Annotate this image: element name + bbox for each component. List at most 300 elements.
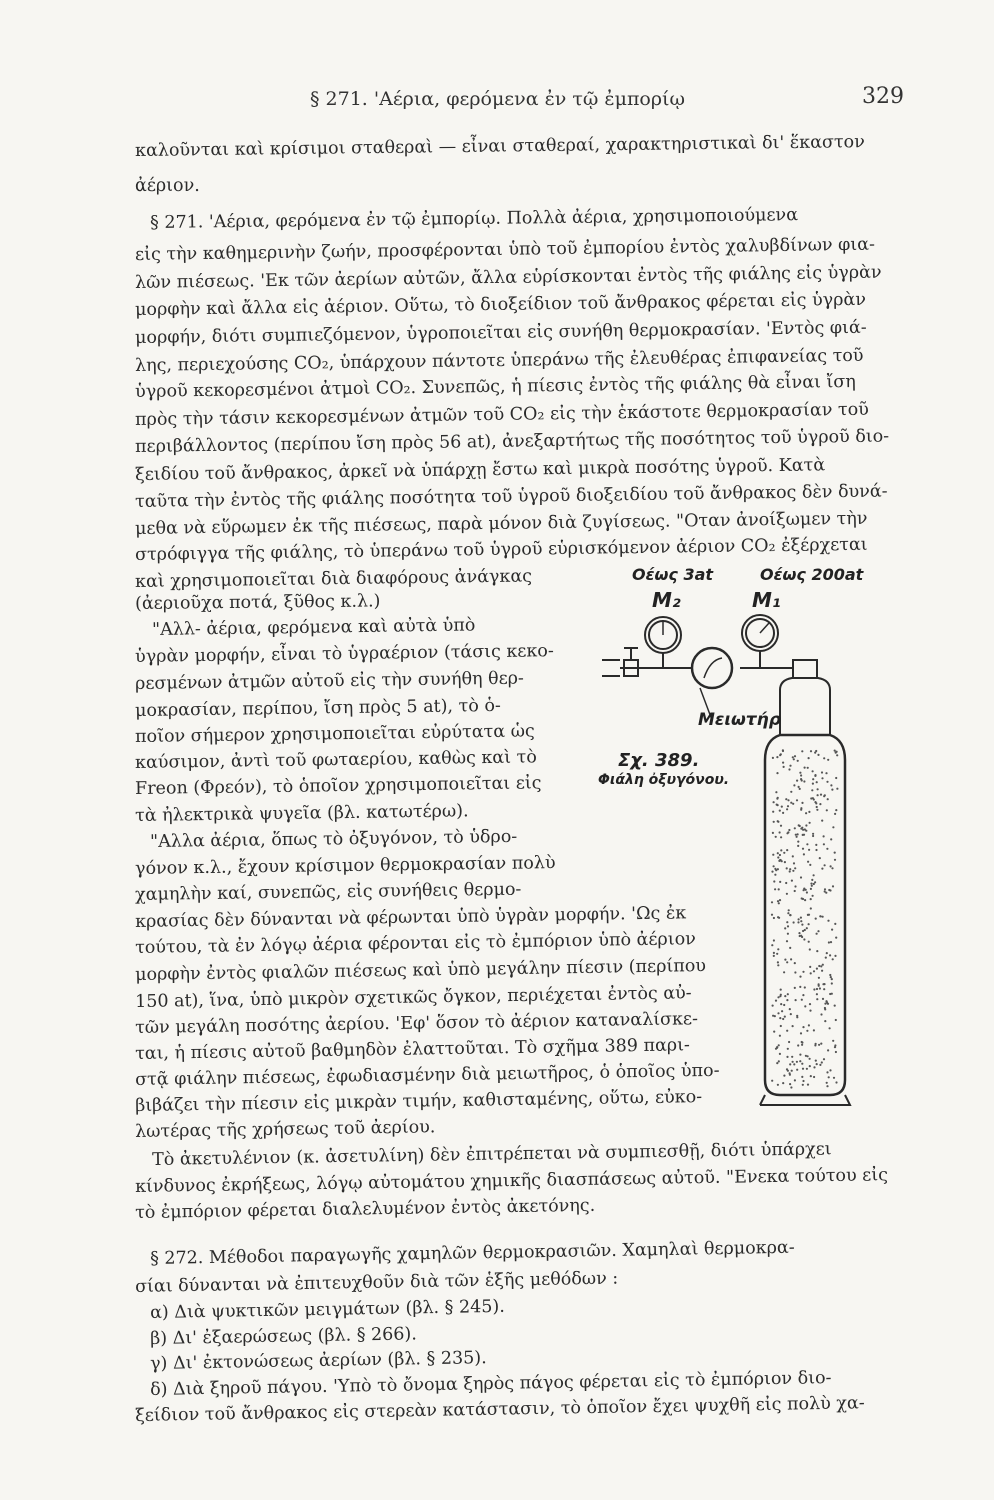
stipple-dot bbox=[789, 868, 791, 870]
stipple-dot bbox=[800, 774, 802, 776]
stipple-dot bbox=[809, 1058, 811, 1060]
stipple-dot bbox=[807, 861, 809, 863]
stipple-dot bbox=[793, 1063, 795, 1065]
stipple-dot bbox=[827, 759, 829, 761]
stipple-dot bbox=[824, 1008, 826, 1010]
stipple-dot bbox=[789, 1083, 791, 1085]
text-line: μορφὴν ἐντὸς φιαλῶν πιέσεως καὶ ὑπὸ μεγάλην πίεσιν (περίπου bbox=[134, 956, 707, 985]
stipple-dot bbox=[808, 1024, 810, 1026]
stipple-dot bbox=[773, 865, 775, 867]
text-line: Freon (Φρεόν), τὸ ὁποῖον χρησιμοποιεῖται εἰς bbox=[134, 773, 542, 799]
text-line: τῶν μεγάλη ποσότης ἀερίου. 'Εφ' ὅσον τὸ ἀέριον καταναλίσκε- bbox=[134, 1009, 699, 1038]
text-line: § 272. Μέθοδοι παραγωγῆς χαμηλῶν θερμοκρασιῶν. Χαμηλαὶ θερμοκρα- bbox=[149, 1237, 795, 1269]
stipple-dot bbox=[789, 947, 791, 949]
stipple-dot bbox=[832, 826, 834, 828]
stipple-dot bbox=[833, 1077, 835, 1079]
stipple-dot bbox=[792, 803, 794, 805]
stipple-dot bbox=[780, 849, 782, 851]
stipple-dot bbox=[812, 770, 814, 772]
stipple-dot bbox=[787, 799, 789, 801]
stipple-dot bbox=[803, 853, 805, 855]
stipple-dot bbox=[793, 921, 795, 923]
stipple-dot bbox=[780, 836, 782, 838]
stipple-dot bbox=[836, 754, 838, 756]
text-line: μοκρασίαν, περίπου, ἴση πρὸς 5 at), τὸ ὁ- bbox=[134, 695, 501, 721]
stipple-dot bbox=[808, 811, 810, 813]
stipple-dot bbox=[799, 986, 801, 988]
stipple-dot bbox=[773, 801, 775, 803]
stipple-dot bbox=[829, 1027, 831, 1029]
stipple-dot bbox=[779, 1053, 781, 1055]
stipple-dot bbox=[788, 829, 790, 831]
stipple-dot bbox=[779, 810, 781, 812]
stipple-dot bbox=[801, 1076, 803, 1078]
text-line: καύσιμον, ἀντὶ τοῦ φωταερίου, καθὼς καὶ τὸ bbox=[134, 747, 537, 773]
stipple-dot bbox=[826, 1071, 828, 1073]
stipple-dot bbox=[794, 1079, 796, 1081]
stipple-dot bbox=[796, 780, 798, 782]
stipple-dot bbox=[823, 983, 825, 985]
text-line: α) Διὰ ψυκτικῶν μειγμάτων (βλ. § 245). bbox=[149, 1296, 505, 1323]
label-low-pressure: Οέως 3at bbox=[632, 565, 714, 584]
stipple-dot bbox=[800, 1032, 802, 1034]
stipple-dot bbox=[771, 1080, 773, 1082]
stipple-dot bbox=[790, 791, 792, 793]
stipple-dot bbox=[784, 995, 786, 997]
stipple-dot bbox=[783, 971, 785, 973]
text-line: (ἀεριοῦχα ποτά, ξῦθος κ.λ.) bbox=[134, 591, 381, 614]
stipple-dot bbox=[796, 1069, 798, 1071]
stipple-dot bbox=[803, 938, 805, 940]
stipple-dot bbox=[797, 921, 799, 923]
stipple-dot bbox=[790, 1013, 792, 1015]
stipple-dot bbox=[785, 882, 787, 884]
stipple-dot bbox=[789, 914, 791, 916]
stipple-dot bbox=[809, 948, 811, 950]
stipple-dot bbox=[835, 809, 837, 811]
text-line: ται, ἡ πίεσις αὐτοῦ βαθμηδὸν ἐλαττοῦται. Τὸ σχῆμα 389 παρι- bbox=[134, 1035, 691, 1064]
stipple-dot bbox=[835, 1081, 837, 1083]
stipple-dot bbox=[790, 958, 792, 960]
stipple-dot bbox=[789, 1008, 791, 1010]
stipple-dot bbox=[832, 958, 834, 960]
stipple-dot bbox=[826, 1001, 828, 1003]
stipple-dot bbox=[786, 999, 788, 1001]
stipple-dot bbox=[786, 921, 788, 923]
stipple-dot bbox=[813, 1029, 815, 1031]
reducer-label: Μειωτήρ bbox=[698, 710, 781, 730]
stipple-dot bbox=[779, 754, 781, 756]
stipple-dot bbox=[807, 767, 809, 769]
stipple-dot bbox=[790, 1086, 792, 1088]
stipple-dot bbox=[799, 976, 801, 978]
stipple-dot bbox=[815, 750, 817, 752]
stipple-dot bbox=[776, 756, 778, 758]
stipple-dot bbox=[829, 954, 831, 956]
stipple-dot bbox=[825, 892, 827, 894]
stipple-dot bbox=[831, 867, 833, 869]
stipple-dot bbox=[820, 1043, 822, 1045]
text-line: Τὸ ἀκετυλένιον (κ. ἀσετυλίνη) δὲν ἐπιτρέπεται νὰ συμπιεσθῇ, διότι ὑπάρχει bbox=[151, 1139, 832, 1170]
stipple-dot bbox=[796, 836, 798, 838]
text-line: γ) Δι' ἐκτονώσεως ἀερίων (βλ. § 235). bbox=[149, 1348, 487, 1374]
stipple-dot bbox=[821, 970, 823, 972]
stipple-dot bbox=[801, 802, 803, 804]
stipple-dot bbox=[809, 966, 811, 968]
stipple-dot bbox=[835, 937, 837, 939]
text-line: ρεσμένων ἀτμῶν αὐτοῦ εἰς τὴν συνήθη θερ- bbox=[134, 668, 525, 694]
text-line: ξείδιον τοῦ ἄνθρακος εἰς στερεὰν κατάστασιν, τὸ ὁποῖον ἔχει ψυχθῆ εἰς πολὺ χα- bbox=[134, 1393, 865, 1426]
stipple-dot bbox=[794, 867, 796, 869]
stipple-dot bbox=[776, 1062, 778, 1064]
stipple-dot bbox=[786, 1056, 788, 1058]
stipple-dot bbox=[802, 898, 804, 900]
stipple-dot bbox=[775, 1048, 777, 1050]
stipple-dot bbox=[778, 902, 780, 904]
stipple-dot bbox=[773, 1031, 775, 1033]
stipple-dot bbox=[816, 809, 818, 811]
stipple-dot bbox=[783, 766, 785, 768]
stipple-dot bbox=[803, 780, 805, 782]
stipple-dot bbox=[809, 864, 811, 866]
stipple-dot bbox=[784, 861, 786, 863]
stipple-dot bbox=[795, 834, 797, 836]
stipple-dot bbox=[820, 1013, 822, 1015]
stipple-dot bbox=[816, 1063, 818, 1065]
stipple-dot bbox=[817, 794, 819, 796]
stipple-dot bbox=[804, 986, 806, 988]
stipple-dot bbox=[827, 798, 829, 800]
stipple-dot bbox=[808, 757, 810, 759]
stipple-dot bbox=[813, 1066, 815, 1068]
stipple-dot bbox=[814, 1044, 816, 1046]
text-line: γόνον κ.λ., ἔχουν κρίσιμον θερμοκρασίαν πολὺ bbox=[134, 853, 556, 879]
stipple-dot bbox=[806, 891, 808, 893]
stipple-dot bbox=[784, 927, 786, 929]
label-high-pressure: Οέως 200at bbox=[760, 565, 864, 584]
text-line: "Αλλ- ἀέρια, φερόμενα καὶ αὐτὰ ὑπὸ bbox=[151, 615, 476, 640]
stipple-dot bbox=[827, 1049, 829, 1051]
stipple-dot bbox=[829, 1069, 831, 1071]
stipple-dot bbox=[828, 941, 830, 943]
text-line: εἰς τὴν καθημερινὴν ζωήν, προσφέρονται ὑπὸ τοῦ ἐμπορίου ἐντὸς χαλυβδίνων φια- bbox=[134, 234, 876, 265]
stipple-dot bbox=[824, 888, 826, 890]
stipple-dot bbox=[777, 900, 779, 902]
text-line: 150 at), ἵνα, ὑπὸ μικρὸν σχετικῶς ὄγκον, περιέχεται ἐντὸς αὐ- bbox=[134, 983, 692, 1012]
stipple-dot bbox=[780, 825, 782, 827]
stipple-dot bbox=[797, 841, 799, 843]
stipple-dot bbox=[793, 784, 795, 786]
stipple-dot bbox=[776, 772, 778, 774]
text-line: ξειδίου τοῦ ἄνθρακος, ἀρκεῖ νὰ ὑπάρχῃ ἔστω καὶ μικρὰ ποσότης ὑγροῦ. Κατὰ bbox=[134, 455, 826, 485]
stipple-dot bbox=[786, 961, 788, 963]
stipple-dot bbox=[808, 849, 810, 851]
text-line: πρὸς τὴν τάσιν κεκορεσμένων ἀτμῶν τοῦ CO₂ εἰς τὴν ἑκάστοτε θερμοκρασίαν τοῦ bbox=[134, 399, 869, 430]
running-header bbox=[310, 84, 910, 110]
stipple-dot bbox=[800, 917, 802, 919]
stipple-dot bbox=[783, 1004, 785, 1006]
stipple-dot bbox=[834, 1005, 836, 1007]
text-line: λης, περιεχούσης CO₂, ὑπάρχουν πάντοτε ὑπεράνω τῆς ἐλευθέρας ἐπιφανείας τοῦ bbox=[134, 345, 864, 376]
stipple-dot bbox=[802, 994, 804, 996]
stipple-dot bbox=[801, 1042, 803, 1044]
stipple-dot bbox=[796, 1061, 798, 1063]
stipple-dot bbox=[803, 888, 805, 890]
stipple-dot bbox=[830, 976, 832, 978]
stipple-dot bbox=[818, 983, 820, 985]
text-line: στρόφιγγα τῆς φιάλης, τὸ ὑπεράνω τοῦ ὑγροῦ εὑρισκόμενον ἀέριον CO₂ ἐξέρχεται bbox=[134, 534, 868, 565]
stipple-dot bbox=[805, 1055, 807, 1057]
text-line: βιβάζει τὴν πίεσιν εἰς μικρὰν τιμήν, καθισταμένης, οὕτω, εὐκο- bbox=[134, 1087, 703, 1116]
stipple-dot bbox=[775, 1000, 777, 1002]
stipple-dot bbox=[773, 955, 775, 957]
stipple-dot bbox=[815, 849, 817, 851]
stipple-dot bbox=[785, 798, 787, 800]
stipple-dot bbox=[800, 920, 802, 922]
stipple-dot bbox=[818, 1044, 820, 1046]
text-line: § 271. 'Αέρια, φερόμενα ἐν τῷ ἐμπορίῳ. Πολλὰ ἀέρια, χρησιμοποιούμενα bbox=[149, 205, 799, 233]
text-line: ὑγρὰν μορφήν, εἶναι τὸ ὑγραέριον (τάσις κεκο- bbox=[134, 641, 554, 667]
stipple-dot bbox=[823, 988, 825, 990]
stipple-dot bbox=[821, 1061, 823, 1063]
gauge-m2-label: M₂ bbox=[652, 588, 681, 612]
stipple-dot bbox=[802, 1080, 804, 1082]
stipple-dot bbox=[816, 933, 818, 935]
stipple-dot bbox=[819, 857, 821, 859]
stipple-dot bbox=[816, 968, 818, 970]
stipple-dot bbox=[786, 1068, 788, 1070]
stipple-dot bbox=[798, 918, 800, 920]
stipple-dot bbox=[801, 827, 803, 829]
text-line: μεθα νὰ εὕρωμεν ἐκ τῆς πιέσεως, παρὰ μόνον διὰ ζυγίσεως. "Οταν ἀνοίξωμεν τὴν bbox=[134, 508, 868, 539]
stipple-dot bbox=[786, 867, 788, 869]
stipple-dot bbox=[831, 929, 833, 931]
stipple-dot bbox=[802, 971, 804, 973]
stipple-dot bbox=[816, 950, 818, 952]
stipple-dot bbox=[834, 1046, 836, 1048]
stipple-dot bbox=[831, 978, 833, 980]
stipple-dot bbox=[831, 982, 833, 984]
stipple-dot bbox=[791, 1070, 793, 1072]
stipple-dot bbox=[794, 962, 796, 964]
stipple-dot bbox=[804, 899, 806, 901]
stipple-dot bbox=[777, 1084, 779, 1086]
stipple-dot bbox=[771, 901, 773, 903]
stipple-dot bbox=[780, 1025, 782, 1027]
stipple-dot bbox=[813, 988, 815, 990]
stipple-dot bbox=[783, 1075, 785, 1077]
stipple-dot bbox=[802, 1068, 804, 1070]
running-title: § 271. 'Αέρια, φερόμενα ἐν τῷ ἐμπορίῳ bbox=[310, 88, 685, 110]
figure-caption: Φιάλη ὀξυγόνου. bbox=[598, 772, 730, 788]
stipple-dot bbox=[799, 825, 801, 827]
stipple-dot bbox=[788, 1041, 790, 1043]
stipple-dot bbox=[795, 999, 797, 1001]
stipple-dot bbox=[772, 1005, 774, 1007]
stipple-dot bbox=[810, 907, 812, 909]
stipple-dot bbox=[805, 824, 807, 826]
stipple-dot bbox=[806, 1068, 808, 1070]
stipple-dot bbox=[794, 885, 796, 887]
stipple-dot bbox=[787, 925, 789, 927]
stipple-dot bbox=[828, 1076, 830, 1078]
stipple-dot bbox=[781, 1010, 783, 1012]
stipple-dot bbox=[789, 1074, 791, 1076]
stipple-dot bbox=[799, 772, 801, 774]
stipple-dot bbox=[791, 880, 793, 882]
stipple-dot bbox=[774, 874, 776, 876]
stipple-dot bbox=[787, 805, 789, 807]
stipple-dot bbox=[786, 832, 788, 834]
stipple-dot bbox=[792, 1025, 794, 1027]
stipple-dot bbox=[834, 955, 836, 957]
stipple-dot bbox=[804, 1005, 806, 1007]
stipple-dot bbox=[778, 1044, 780, 1046]
stipple-dot bbox=[773, 821, 775, 823]
stipple-dot bbox=[806, 1030, 808, 1032]
text-line: κρασίας δὲν δύνανται νὰ φέρωνται ὑπὸ ὑγρὰν μορφήν. 'Ως ἐκ bbox=[134, 903, 687, 932]
stipple-dot bbox=[808, 941, 810, 943]
stipple-dot bbox=[834, 923, 836, 925]
stipple-dot bbox=[775, 836, 777, 838]
stipple-dot bbox=[815, 918, 817, 920]
stipple-dot bbox=[826, 781, 828, 783]
stipple-dot bbox=[813, 970, 815, 972]
stipple-dot bbox=[777, 948, 779, 950]
stipple-dot bbox=[821, 820, 823, 822]
stipple-dot bbox=[774, 1015, 776, 1017]
text-line: τὸ ἐμπόριον φέρεται διαλελυμένον ἐντὸς ἀκετόνης. bbox=[134, 1195, 596, 1223]
stipple-dot bbox=[826, 1082, 828, 1084]
stipple-dot bbox=[826, 1085, 828, 1087]
stipple-dot bbox=[810, 972, 812, 974]
text-line: στᾷ φιάλην πιέσεως, ἐφωδιασμένην διὰ μειωτῆρος, ὁ ὁποῖος ὑπο- bbox=[134, 1060, 720, 1090]
stipple-dot bbox=[794, 987, 796, 989]
stipple-dot bbox=[834, 813, 836, 815]
stipple-dot bbox=[771, 914, 773, 916]
stipple-dot bbox=[797, 1044, 799, 1046]
stipple-dot bbox=[816, 781, 818, 783]
stipple-dot bbox=[794, 755, 796, 757]
stipple-dot bbox=[782, 762, 784, 764]
stipple-dot bbox=[780, 994, 782, 996]
stipple-dot bbox=[799, 1054, 801, 1056]
stipple-dot bbox=[778, 888, 780, 890]
stipple-dot bbox=[787, 933, 789, 935]
stipple-dot bbox=[831, 993, 833, 995]
stipple-dot bbox=[828, 889, 830, 891]
stipple-dot bbox=[802, 829, 804, 831]
stipple-dot bbox=[823, 843, 825, 845]
stipple-dot bbox=[793, 758, 795, 760]
stipple-dot bbox=[819, 803, 821, 805]
stipple-dot bbox=[816, 988, 818, 990]
stipple-dot bbox=[820, 915, 822, 917]
stipple-dot bbox=[786, 940, 788, 942]
stipple-dot bbox=[771, 871, 773, 873]
stipple-dot bbox=[782, 1018, 784, 1020]
stipple-dot bbox=[829, 974, 831, 976]
stipple-dot bbox=[835, 777, 837, 779]
stipple-dot bbox=[777, 821, 779, 823]
stipple-dot bbox=[806, 843, 808, 845]
stipple-dot bbox=[811, 885, 813, 887]
stipple-dot bbox=[802, 848, 804, 850]
stipple-dot bbox=[809, 1065, 811, 1067]
stipple-dot bbox=[805, 830, 807, 832]
stipple-dot bbox=[802, 1084, 804, 1086]
stipple-dot bbox=[835, 752, 837, 754]
stipple-dot bbox=[815, 1060, 817, 1062]
stipple-dot bbox=[802, 1026, 804, 1028]
stipple-dot bbox=[827, 920, 829, 922]
stipple-dot bbox=[800, 876, 802, 878]
stipple-dot bbox=[792, 870, 794, 872]
text-line: ὑγροῦ κεκορεσμένοι ἀτμοὶ CO₂. Συνεπῶς, ἡ πίεσις ἐντὸς τῆς φιάλης θὰ εἶναι ἴση bbox=[134, 371, 856, 402]
stipple-dot bbox=[821, 777, 823, 779]
stipple-dot bbox=[779, 854, 781, 856]
stipple-dot bbox=[782, 812, 784, 814]
stipple-dot bbox=[810, 898, 812, 900]
stipple-dot bbox=[797, 760, 799, 762]
stipple-dot bbox=[813, 883, 815, 885]
stipple-dot bbox=[811, 879, 813, 881]
text-line: κίνδυνος ἐκρήξεως, λόγῳ αὐτομάτου χημικῆς διασπάσεως αὐτοῦ. "Ενεκα τούτου εἰς bbox=[134, 1165, 889, 1197]
text-line: καὶ χρησιμοποιεῖται διὰ διαφόρους ἀνάγκας bbox=[134, 566, 533, 592]
stipple-dot bbox=[825, 957, 827, 959]
stipple-dot bbox=[812, 895, 814, 897]
stipple-dot bbox=[794, 827, 796, 829]
stipple-dot bbox=[824, 864, 826, 866]
stipple-dot bbox=[816, 998, 818, 1000]
stipple-dot bbox=[800, 778, 802, 780]
stipple-dot bbox=[821, 771, 823, 773]
stipple-dot bbox=[821, 868, 823, 870]
stipple-dot bbox=[812, 835, 814, 837]
stipple-dot bbox=[832, 885, 834, 887]
stipple-dot bbox=[796, 1015, 798, 1017]
stipple-dot bbox=[823, 757, 825, 759]
cylinder-diagram bbox=[580, 560, 920, 1120]
text-line: χαμηλὴν καί, συνεπῶς, εἰς συνήθεις θερμο- bbox=[134, 879, 522, 905]
stipple-dot bbox=[780, 859, 782, 861]
stipple-dot bbox=[784, 959, 786, 961]
stipple-dot bbox=[825, 772, 827, 774]
stipple-dot bbox=[787, 993, 789, 995]
stipple-dot bbox=[792, 756, 794, 758]
stipple-dot bbox=[818, 965, 820, 967]
stipple-dot bbox=[822, 916, 824, 918]
stipple-dot bbox=[834, 750, 836, 752]
stipple-dot bbox=[807, 1084, 809, 1086]
stipple-dot bbox=[786, 808, 788, 810]
stipple-dot bbox=[777, 868, 779, 870]
stipple-dot bbox=[824, 794, 826, 796]
stipple-dot bbox=[786, 1030, 788, 1032]
stipple-dot bbox=[792, 1061, 794, 1063]
stipple-dot bbox=[826, 848, 828, 850]
stipple-dot bbox=[826, 952, 828, 954]
stipple-dot bbox=[822, 998, 824, 1000]
stipple-dot bbox=[834, 859, 836, 861]
text-line: δ) Διὰ ξηροῦ πάγου. 'Υπὸ τὸ ὄνομα ξηρὸς πάγος φέρεται εἰς τὸ ἐμπόριον διο- bbox=[149, 1368, 832, 1400]
stipple-dot bbox=[779, 1035, 781, 1037]
stipple-dot bbox=[823, 1058, 825, 1060]
stipple-dot bbox=[777, 996, 779, 998]
stipple-dot bbox=[787, 1048, 789, 1050]
stipple-dot bbox=[800, 935, 802, 937]
stipple-dot bbox=[804, 767, 806, 769]
